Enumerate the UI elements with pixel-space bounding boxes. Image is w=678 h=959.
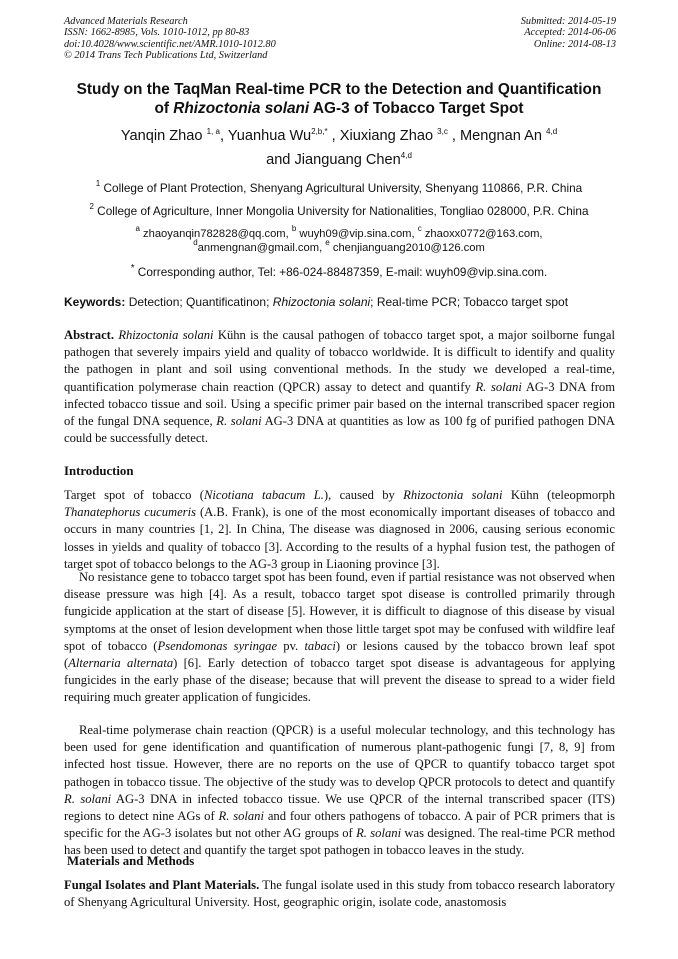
author-name: and Jianguang Chen <box>266 152 401 168</box>
email-link[interactable]: zhaoxx0772@163.com, <box>424 228 543 240</box>
section-heading-methods: Materials and Methods <box>67 854 195 868</box>
paper-title <box>40 80 638 118</box>
issn-line: ISSN: 1662-8985, Vols. 1010-1012, pp 80-83 <box>64 27 250 39</box>
abstract-label: Abstract. <box>64 328 115 342</box>
author-name: Mengnan An <box>459 128 542 144</box>
copyright-line: © 2014 Trans Tech Publications Ltd, Switzerland <box>64 50 268 62</box>
title-line-2: of Rhizoctonia solani AG-3 of Tobacco Target Spot <box>154 100 524 117</box>
author-line-2 <box>40 148 638 172</box>
corresponding-author: * Corresponding author, Tel: +86-024-88487359, E-mail: wuyh09@vip.sina.com. <box>130 263 548 279</box>
author-name: Yanqin Zhao <box>120 128 203 144</box>
author-name: Xiuxiang Zhao <box>339 128 434 144</box>
title-species: Rhizoctonia solani <box>173 100 310 117</box>
intro-paragraph-1: Target spot of tobacco (Nicotiana tabacum L.), caused by Rhizoctonia solani Kühn (teleopmorph Thanatephorus cucumeris (A.B. Frank), is one of the most economically important diseases of tobacco and occurs in many countries [1, 2]. In China, The disease was diagnosed in 2006, causing serious economic losses in yields and quality of tobacco [3]. According to the results of a hyphal fusion test, the pathogen of target spot of tobacco belongs to the AG-3 group in Liaoning province [3]. <box>64 488 616 571</box>
section-heading-introduction: Introduction <box>64 464 134 478</box>
intro-paragraph-3: Real-time polymerase chain reaction (QPCR) is a useful molecular technology, and this technology has been used for gene identification and quantification of numerous plant-pathogenic fungi [7, 8, 9] from infected host tissue. However, there are no reports on the use of QPCR to quantify tobacco target spot pathogen in tobacco tissue. The objective of the study was to develop QPCR protocols to detect and quantify R. solani AG-3 DNA in infected tobacco tissue. We use QPCR of the internal transcribed spacer (ITS) regions to detect nine AGs of R. solani and four others pathogens of tobacco. A pair of PCR primers that is specific for the AG-3 isolates but not other AG groups of R. solani was designed. The real-time PCR method has been used to detect and quantify the target spot pathogen in tobacco leaves in the study. <box>64 723 616 858</box>
journal-name: Advanced Materials Research <box>64 16 188 27</box>
affiliation-2: $^2$ College of Agriculture, Inner Mongolia University for Nationalities, Tongliao 028000, P.R. China <box>89 202 589 218</box>
author-affiliation-sup: 4,d <box>400 151 412 160</box>
email-link[interactable]: chenjianguang2010@126.com <box>332 242 485 254</box>
methods-paragraph-1: Fungal Isolates and Plant Materials. The fungal isolate used in this study from tobacco research laboratory of Shenyang Agricultural University. Host, geographic origin, isolate code, anastomosis <box>64 878 615 910</box>
title-line-1: Study on the TaqMan Real-time PCR to the Detection and Quantification <box>76 81 602 98</box>
keywords-label: Keywords: <box>64 295 126 309</box>
author-name: Yuanhua Wu <box>227 128 312 144</box>
accepted-date: Accepted: 2014-06-06 <box>524 27 616 39</box>
journal-info <box>64 16 276 62</box>
email-link[interactable]: wuyh09@vip.sina.com, <box>299 228 415 240</box>
submitted-date: Submitted: 2014-05-19 <box>520 16 616 27</box>
email-link[interactable]: zhaoyanqin782828@qq.com, <box>143 228 289 240</box>
email-link[interactable]: anmengnan@gmail.com, <box>197 242 323 254</box>
author-affiliation-sup: 3,c <box>437 127 448 136</box>
author-affiliation-sup: 1, a <box>206 127 220 136</box>
author-affiliation-sup: 4,d <box>546 127 558 136</box>
subsection-label: Fungal Isolates and Plant Materials. <box>64 878 260 892</box>
abstract: Abstract. Rhizoctonia solani Kühn is the causal pathogen of tobacco target spot, a major soilborne fungal pathogen that severely impairs yield and quality of tobacco worldwide. It is difficult to identify and quality the pathogen in plant and soil using conventional methods. In the study we developed a real-time, quantification polymerase chain reaction (QPCR) assay to detect and quantify R. solani AG-3 DNA from infected tobacco tissue and soil. Using a specific primer pair based on the internal transcribed spacer region of the fungal DNA sequence, R. solani AG-3 DNA at quantities as low as 100 fg of purified pathogen DNA could be successfully detect. <box>64 328 616 446</box>
author-list <box>40 124 638 172</box>
doi-line: doi:10.4028/www.scientific.net/AMR.1010-1012.80 <box>64 38 276 50</box>
online-date: Online: 2014-08-13 <box>533 38 616 50</box>
intro-paragraph-2: No resistance gene to tobacco target spot has been found, even if partial resistance was not observed when disease pressure was high [4]. As a result, tobacco target spot disease is controlled primarily through fungicide application at the start of disease [5]. However, it is difficult to diagnose of this disease by visual symptoms at the onset of lesion development when those little target spot may be confused with wildfire leaf spot of tobacco (Psendomonas syringae pv. tabaci) or lesions caused by the tobacco brown leaf spot (Alternaria alternata) [6]. Early detection of tobacco target spot disease is advantageous for applying fungicides in the early phase of the disease; because that will prevent the disease to spread to a wider field requiring much greater application of fungicides. <box>64 570 616 705</box>
author-emails: $^a$ zhaoyanqin782828@qq.com, $^b$ wuyh09@vip.sina.com, $^c$ zhaoxx0772@163.com, $^d$anmengnan@gmail.com, $^e$ chenjianguang2010@126.com <box>135 224 543 254</box>
affiliation-1: $^1$ College of Plant Protection, Shenyang Agricultural University, Shenyang 110866, P.R. China <box>95 179 583 195</box>
author-line-1: Yanqin Zhao $^{1, a}$, Yuanhua $Wu^{2,b,*}$ , Xiuxiang Zhao $^{3,c}$ , Mengnan An $^{4,d}$ <box>120 127 558 144</box>
author-affiliation-sup: 2,b,* <box>311 127 328 136</box>
keywords: Keywords: Detection; Quantificatinon; Rhizoctonia solani; Real-time PCR; Tobacco target spot <box>64 295 569 309</box>
publication-dates <box>521 16 616 50</box>
